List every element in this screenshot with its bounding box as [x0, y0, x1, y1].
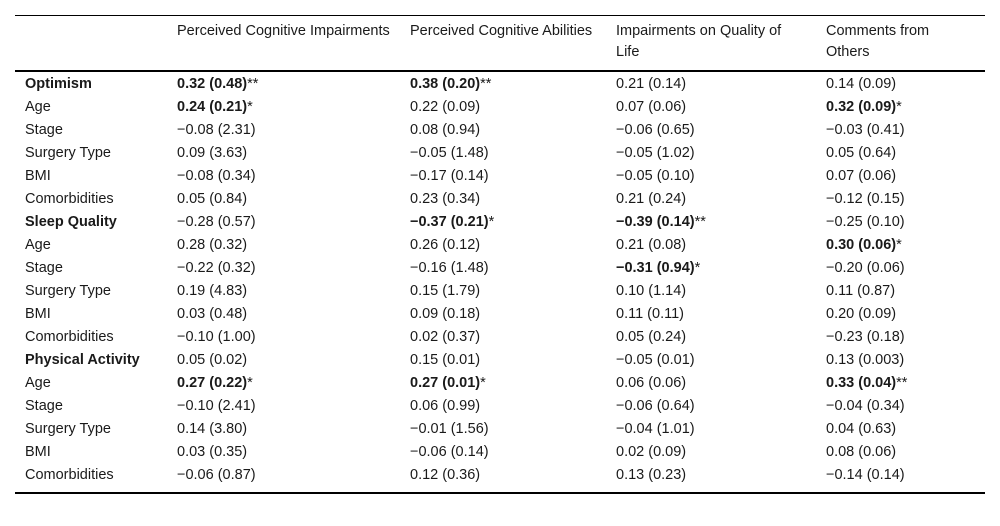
header-cell-comments-from-others: Comments from Others [826, 23, 930, 60]
table-row [15, 304, 985, 327]
cell-value: −0.06 (0.64) [616, 398, 695, 414]
table-cell [816, 235, 985, 258]
header-cell-perceived-cognitive-abilities: Perceived Cognitive Abilities [410, 23, 593, 39]
table-cell [816, 442, 985, 465]
significance-marker: * [896, 237, 902, 253]
table-cell [606, 71, 816, 97]
cell-value: −0.28 (0.57) [177, 214, 256, 230]
cell-value: −0.20 (0.06) [826, 260, 905, 276]
cell-value: −0.05 (1.02) [616, 145, 695, 161]
table-cell [816, 166, 985, 189]
cell-value: 0.21 (0.14) [616, 76, 687, 92]
table-row [15, 442, 985, 465]
table-cell [167, 258, 400, 281]
cell-value: −0.08 (2.31) [177, 122, 256, 138]
header-cell-impairments-on-quality-of-life: Impairments on Quality of Life [616, 23, 782, 60]
cell-value: 0.21 (0.24) [616, 191, 687, 207]
table-cell [606, 189, 816, 212]
row-label: Surgery Type [25, 145, 111, 161]
table-cell [400, 235, 606, 258]
row-label: Sleep Quality [25, 214, 117, 230]
table-cell [816, 212, 985, 235]
regression-table [15, 15, 985, 494]
table-cell [606, 304, 816, 327]
cell-value: 0.27 (0.22) [177, 375, 248, 391]
table-cell [606, 465, 816, 493]
cell-value: 0.02 (0.37) [410, 329, 481, 345]
cell-value: 0.09 (0.18) [410, 306, 481, 322]
cell-value: 0.22 (0.09) [410, 99, 481, 115]
row-label: Surgery Type [25, 283, 111, 299]
table-cell [400, 281, 606, 304]
regression-table-container [15, 15, 985, 494]
cell-value: −0.05 (0.01) [616, 352, 695, 368]
table-cell [167, 442, 400, 465]
cell-value: −0.10 (1.00) [177, 329, 256, 345]
cell-value: 0.03 (0.35) [177, 444, 248, 460]
table-cell [816, 120, 985, 143]
table-cell [816, 373, 985, 396]
table-cell [400, 304, 606, 327]
table-cell [606, 327, 816, 350]
table-cell [606, 166, 816, 189]
cell-value: 0.06 (0.99) [410, 398, 481, 414]
cell-value: 0.05 (0.02) [177, 352, 248, 368]
cell-value: −0.06 (0.14) [410, 444, 489, 460]
significance-marker: * [694, 260, 701, 276]
table-row [15, 258, 985, 281]
cell-value: −0.06 (0.87) [177, 467, 256, 483]
row-label: BMI [25, 168, 51, 184]
cell-value: 0.38 (0.20) [410, 76, 481, 92]
table-row [15, 189, 985, 212]
cell-value: 0.03 (0.48) [177, 306, 248, 322]
table-cell [167, 350, 400, 373]
cell-value: 0.02 (0.09) [616, 444, 687, 460]
row-label: Age [25, 237, 51, 253]
cell-value: 0.06 (0.06) [616, 375, 687, 391]
table-cell [606, 442, 816, 465]
table-cell [400, 212, 606, 235]
row-label: Comorbidities [25, 329, 114, 345]
table-cell [816, 143, 985, 166]
cell-value: 0.21 (0.08) [616, 237, 687, 253]
cell-value: −0.17 (0.14) [410, 168, 489, 184]
cell-value: 0.30 (0.06) [826, 237, 897, 253]
significance-marker: ** [694, 214, 706, 230]
table-row [15, 97, 985, 120]
cell-value: 0.19 (4.83) [177, 283, 248, 299]
table-row [15, 327, 985, 350]
cell-value: 0.20 (0.09) [826, 306, 897, 322]
row-label: BMI [25, 444, 51, 460]
cell-value: −0.03 (0.41) [826, 122, 905, 138]
table-row [15, 235, 985, 258]
table-cell [816, 350, 985, 373]
table-cell [167, 143, 400, 166]
table-cell [606, 212, 816, 235]
table-cell [167, 419, 400, 442]
cell-value: 0.32 (0.48) [177, 76, 248, 92]
table-body [15, 71, 985, 493]
table-cell [167, 327, 400, 350]
cell-value: 0.14 (0.09) [826, 76, 897, 92]
row-label: BMI [25, 306, 51, 322]
table-cell [816, 327, 985, 350]
cell-value: 0.32 (0.09) [826, 99, 897, 115]
table-row [15, 396, 985, 419]
table-cell [167, 373, 400, 396]
table-row [15, 120, 985, 143]
table-cell [606, 396, 816, 419]
table-cell [816, 97, 985, 120]
row-label: Stage [25, 398, 63, 414]
row-label: Stage [25, 122, 63, 138]
table-cell [167, 304, 400, 327]
table-cell [400, 189, 606, 212]
significance-marker: ** [896, 375, 908, 391]
cell-value: 0.33 (0.04) [826, 375, 897, 391]
cell-value: 0.08 (0.06) [826, 444, 897, 460]
cell-value: 0.12 (0.36) [410, 467, 481, 483]
table-cell [400, 327, 606, 350]
cell-value: 0.07 (0.06) [826, 168, 897, 184]
table-row [15, 465, 985, 493]
row-label: Age [25, 99, 51, 115]
table-cell [400, 419, 606, 442]
table-row [15, 71, 985, 97]
significance-marker: * [247, 99, 253, 115]
cell-value: −0.04 (1.01) [616, 421, 695, 437]
header-cell-perceived-cognitive-impairments: Perceived Cognitive Impairments [177, 23, 390, 39]
cell-value: 0.05 (0.84) [177, 191, 248, 207]
table-cell [400, 465, 606, 493]
cell-value: −0.05 (1.48) [410, 145, 489, 161]
table-cell [606, 373, 816, 396]
row-label: Comorbidities [25, 467, 114, 483]
table-cell [606, 143, 816, 166]
table-cell [167, 212, 400, 235]
cell-value: −0.12 (0.15) [826, 191, 905, 207]
table-row [15, 419, 985, 442]
table-cell [167, 396, 400, 419]
table-cell [816, 465, 985, 493]
cell-value: 0.14 (3.80) [177, 421, 248, 437]
header-cell-predictor [15, 16, 167, 72]
table-cell [816, 396, 985, 419]
table-cell [816, 189, 985, 212]
cell-value: −0.05 (0.10) [616, 168, 695, 184]
cell-value: −0.39 (0.14) [616, 214, 695, 230]
cell-value: −0.25 (0.10) [826, 214, 905, 230]
cell-value: −0.22 (0.32) [177, 260, 256, 276]
cell-value: 0.05 (0.24) [616, 329, 687, 345]
table-cell [167, 465, 400, 493]
table-cell [167, 166, 400, 189]
table-header [15, 16, 985, 72]
table-cell [816, 71, 985, 97]
cell-value: −0.06 (0.65) [616, 122, 695, 138]
table-cell [816, 281, 985, 304]
significance-marker: * [247, 375, 253, 391]
table-cell [816, 304, 985, 327]
table-cell [606, 97, 816, 120]
cell-value: −0.14 (0.14) [826, 467, 905, 483]
row-label: Comorbidities [25, 191, 114, 207]
row-label: Surgery Type [25, 421, 111, 437]
table-cell [400, 396, 606, 419]
row-label: Optimism [25, 76, 92, 92]
table-cell [400, 373, 606, 396]
table-row [15, 350, 985, 373]
significance-marker: * [488, 214, 495, 230]
cell-value: 0.11 (0.11) [616, 306, 684, 322]
table-cell [606, 258, 816, 281]
table-cell [167, 120, 400, 143]
table-cell [167, 71, 400, 97]
cell-value: 0.15 (1.79) [410, 283, 481, 299]
table-cell [606, 419, 816, 442]
cell-value: −0.01 (1.56) [410, 421, 489, 437]
cell-value: 0.24 (0.21) [177, 99, 248, 115]
table-cell [400, 350, 606, 373]
row-label: Physical Activity [25, 352, 140, 368]
table-row [15, 373, 985, 396]
cell-value: 0.15 (0.01) [410, 352, 481, 368]
table-cell [606, 281, 816, 304]
table-cell [400, 120, 606, 143]
cell-value: 0.08 (0.94) [410, 122, 481, 138]
cell-value: 0.28 (0.32) [177, 237, 248, 253]
table-cell [167, 97, 400, 120]
table-cell [400, 97, 606, 120]
cell-value: 0.23 (0.34) [410, 191, 481, 207]
cell-value: −0.16 (1.48) [410, 260, 489, 276]
cell-value: −0.37 (0.21) [410, 214, 489, 230]
table-cell [400, 166, 606, 189]
cell-value: 0.27 (0.01) [410, 375, 481, 391]
cell-value: −0.10 (2.41) [177, 398, 256, 414]
cell-value: 0.07 (0.06) [616, 99, 687, 115]
significance-marker: * [896, 99, 902, 115]
table-row [15, 281, 985, 304]
cell-value: 0.09 (3.63) [177, 145, 248, 161]
table-row [15, 166, 985, 189]
cell-value: 0.26 (0.12) [410, 237, 481, 253]
row-label: Age [25, 375, 51, 391]
cell-value: 0.13 (0.23) [616, 467, 687, 483]
header-row [15, 16, 985, 72]
cell-value: 0.04 (0.63) [826, 421, 897, 437]
significance-marker: ** [247, 76, 259, 92]
table-row [15, 212, 985, 235]
cell-value: 0.10 (1.14) [616, 283, 687, 299]
table-cell [400, 143, 606, 166]
table-cell [816, 419, 985, 442]
significance-marker: ** [480, 76, 492, 92]
cell-value: −0.31 (0.94) [616, 260, 695, 276]
table-cell [606, 235, 816, 258]
row-label: Stage [25, 260, 63, 276]
table-cell [167, 189, 400, 212]
table-cell [400, 442, 606, 465]
table-cell [400, 258, 606, 281]
table-cell [816, 258, 985, 281]
cell-value: −0.04 (0.34) [826, 398, 905, 414]
cell-value: 0.11 (0.87) [826, 283, 896, 299]
table-cell [400, 71, 606, 97]
table-cell [167, 235, 400, 258]
cell-value: −0.08 (0.34) [177, 168, 256, 184]
table-cell [167, 281, 400, 304]
significance-marker: * [480, 375, 486, 391]
cell-value: 0.13 (0.003) [826, 352, 905, 368]
table-row [15, 143, 985, 166]
cell-value: 0.05 (0.64) [826, 145, 897, 161]
table-cell [606, 120, 816, 143]
cell-value: −0.23 (0.18) [826, 329, 905, 345]
table-cell [606, 350, 816, 373]
